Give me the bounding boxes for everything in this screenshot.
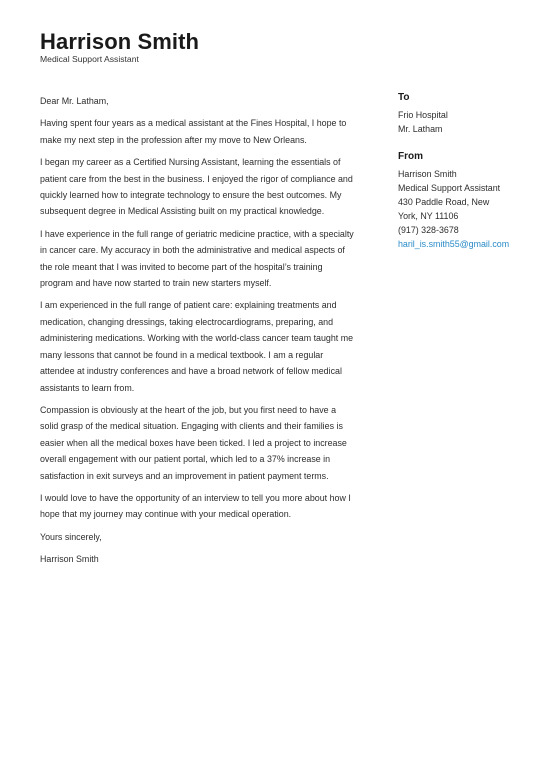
letter-paragraph: I have experience in the full range of geriatric medicine practice, with a specialty in cancer care. My accuracy in both the administrative and medical aspects of the role meant that I was invited to become part of the hospital’s training program and have now started to train new starters myself.: [40, 228, 354, 289]
sender-email-link[interactable]: haril_is.smith55@gmail.com: [398, 239, 510, 249]
letter-paragraph: Having spent four years as a medical assistant at the Fines Hospital, I hope to make my next step in the profession after my move to New Orleans.: [40, 118, 347, 145]
recipient-heading: To: [398, 92, 410, 103]
letter-paragraph: Compassion is obviously at the heart of the job, but you first need to have a solid grasp of the medical situation. Engaging with clients and their families is easier when all the medical boxes have been ticked. I led a project to increase overall engagement with our patient portal, which led to a 37% increase in satisfaction in exit surveys and an improvement in patient payment terms.: [40, 404, 347, 481]
letter-closing: Yours sincerely,: [40, 531, 102, 542]
sender-address-line: 430 Paddle Road, New: [398, 197, 490, 207]
sender-address-line: York, NY 11106: [398, 211, 459, 221]
sender-title: Medical Support Assistant: [398, 183, 501, 193]
sender-name: Harrison Smith: [398, 169, 457, 179]
applicant-name: Harrison Smith: [40, 29, 200, 54]
letter-paragraph: I would love to have the opportunity of an interview to tell you more about how I hope that my journey may continue with your medical operation.: [40, 492, 351, 520]
letter-greeting: Dear Mr. Latham,: [40, 96, 109, 106]
recipient-name: Mr. Latham: [398, 124, 443, 134]
letter-paragraph: I began my career as a Certified Nursing Assistant, learning the essentials of patient care from the best in the business. I enjoyed the rigor of compliance and quickly learned how to integrate technology to ensure the best outcomes. My subsequent degree in Medical Assisting built on my practical knowledge.: [40, 157, 353, 217]
recipient-block: [398, 91, 538, 136]
letter-body: [40, 93, 355, 574]
contact-sidebar: [398, 91, 538, 265]
applicant-title: Medical Support Assistant: [40, 54, 139, 64]
letter-signature: Harrison Smith: [40, 554, 99, 565]
recipient-organization: Frio Hospital: [398, 110, 448, 120]
sender-phone: (917) 328-3678: [398, 225, 459, 235]
sender-heading: From: [398, 151, 423, 162]
sender-block: [398, 150, 538, 251]
letter-paragraph: I am experienced in the full range of patient care: explaining treatments and medication, changing dressings, taking electrocardiograms, preparing, and administering medications. Working with the world-class cancer team taught me many lessons that cannot be found in a medical textbook. I am a regular attendee at industry conferences and have a broad network of fellow medical assistants to learn from.: [40, 300, 354, 393]
